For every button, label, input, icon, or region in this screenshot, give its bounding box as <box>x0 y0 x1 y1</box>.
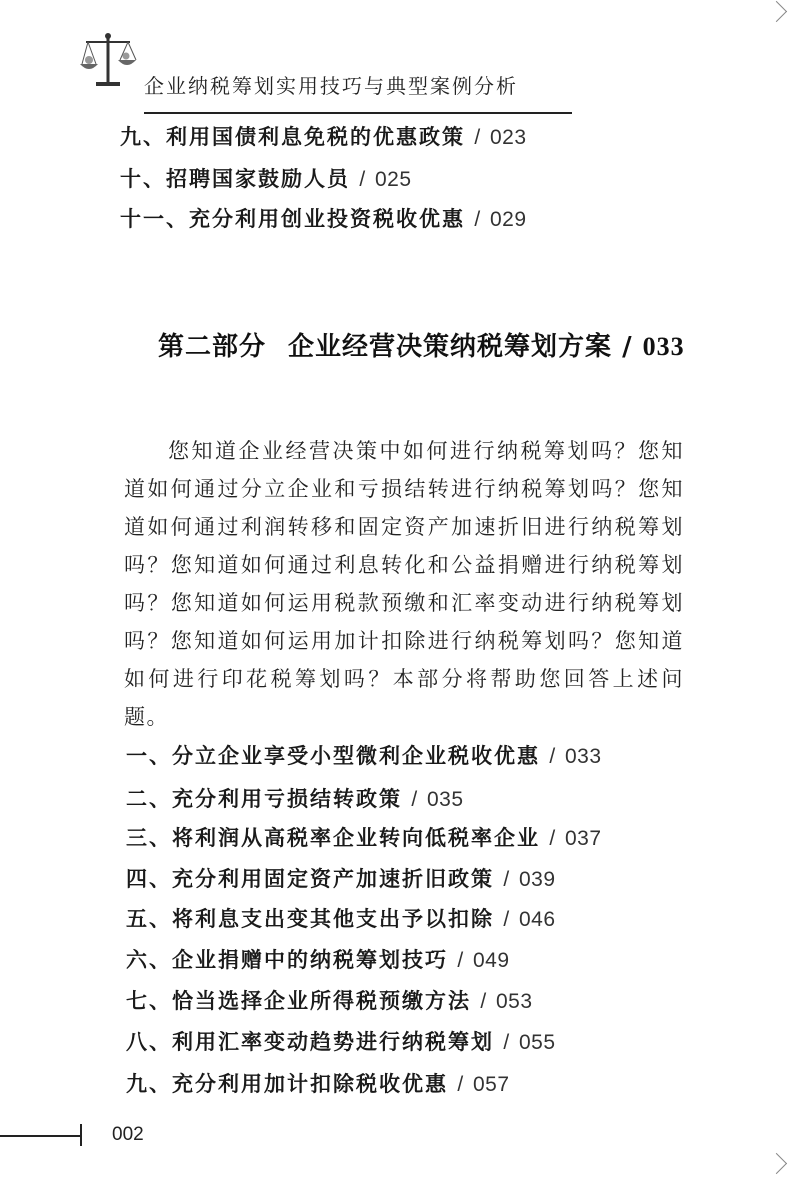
toc-item[interactable] <box>126 740 602 770</box>
toc-separator: / <box>457 949 464 972</box>
toc-separator: / <box>480 990 487 1013</box>
toc-item[interactable] <box>126 1068 510 1098</box>
toc-item-label: 一、分立企业享受小型微利企业税收优惠 <box>126 744 540 768</box>
corner-mark-top-right <box>766 1 787 22</box>
toc-item[interactable] <box>126 1026 556 1056</box>
toc-separator: / <box>549 745 556 768</box>
toc-separator: / <box>503 1031 510 1054</box>
toc-page-number: 053 <box>495 990 533 1013</box>
toc-item-label: 九、充分利用加计扣除税收优惠 <box>126 1072 448 1096</box>
toc-page-number: 025 <box>374 168 412 191</box>
toc-item-label: 六、企业捐赠中的纳税筹划技巧 <box>126 948 448 972</box>
toc-separator: / <box>474 208 481 231</box>
toc-item-label: 十一、充分利用创业投资税收优惠 <box>120 207 465 231</box>
toc-item-label: 九、利用国债利息免税的优惠政策 <box>120 125 465 149</box>
toc-separator: / <box>503 868 510 891</box>
toc-page-number: 049 <box>472 949 510 972</box>
toc-item[interactable] <box>126 783 464 813</box>
toc-item[interactable] <box>120 203 527 233</box>
toc-item[interactable] <box>126 985 533 1015</box>
toc-item-label: 七、恰当选择企业所得税预缴方法 <box>126 989 471 1013</box>
header-title: 企业纳税筹划实用技巧与典型案例分析 <box>144 74 518 98</box>
toc-item[interactable] <box>126 903 556 933</box>
toc-page-number: 035 <box>426 788 464 811</box>
toc-item-label: 八、利用汇率变动趋势进行纳税筹划 <box>126 1030 494 1054</box>
balance-scale-icon <box>78 30 138 90</box>
header-rule <box>144 112 572 114</box>
toc-separator: / <box>474 126 481 149</box>
toc-separator: / <box>457 1073 464 1096</box>
footer-rule <box>0 1135 82 1137</box>
toc-item-label: 四、充分利用固定资产加速折旧政策 <box>126 867 494 891</box>
page-number: 002 <box>112 1124 144 1145</box>
footer-rule-tick <box>80 1124 82 1146</box>
toc-separator: / <box>359 168 366 191</box>
section-title-text: 企业经营决策纳税筹划方案 <box>288 332 613 362</box>
section-heading[interactable] <box>158 326 685 363</box>
toc-separator: / <box>411 788 418 811</box>
toc-separator: / <box>503 908 510 931</box>
toc-item-label: 五、将利息支出变其他支出予以扣除 <box>126 907 494 931</box>
running-header <box>72 24 518 98</box>
toc-page-number: 029 <box>489 208 527 231</box>
section-intro-paragraph: 您知道企业经营决策中如何进行纳税筹划吗？您知道如何通过分立企业和亏损结转进行纳税筹划吗？您知道如何通过利润转移和固定资产加速折旧进行纳税筹划吗？您知道如何通过利息转化和公益捐赠进行纳税筹划吗？您知道如何运用税款预缴和汇率变动进行纳税筹划吗？您知道如何运用加计扣除进行纳税筹划吗？您知道如何进行印花税筹划吗？本部分将帮助您回答上述问题。 <box>124 439 684 729</box>
toc-item[interactable] <box>126 863 556 893</box>
toc-item[interactable] <box>120 163 412 193</box>
toc-page-number: 033 <box>564 745 602 768</box>
section-part-label: 第二部分 <box>158 332 267 362</box>
toc-page-number: 055 <box>518 1031 556 1054</box>
section-page-number: 033 <box>642 332 685 361</box>
toc-page-number: 037 <box>564 827 602 850</box>
toc-item-label: 三、将利润从高税率企业转向低税率企业 <box>126 826 540 850</box>
toc-item[interactable] <box>126 822 602 852</box>
toc-item-label: 十、招聘国家鼓励人员 <box>120 167 350 191</box>
section-separator: / <box>622 332 633 362</box>
toc-item-label: 二、充分利用亏损结转政策 <box>126 787 402 811</box>
toc-item[interactable] <box>120 121 527 151</box>
toc-page-number: 057 <box>472 1073 510 1096</box>
corner-mark-bottom-right <box>766 1153 787 1174</box>
toc-separator: / <box>549 827 556 850</box>
toc-page-number: 023 <box>489 126 527 149</box>
toc-page-number: 046 <box>518 908 556 931</box>
toc-page-number: 039 <box>518 868 556 891</box>
toc-item[interactable] <box>126 944 510 974</box>
